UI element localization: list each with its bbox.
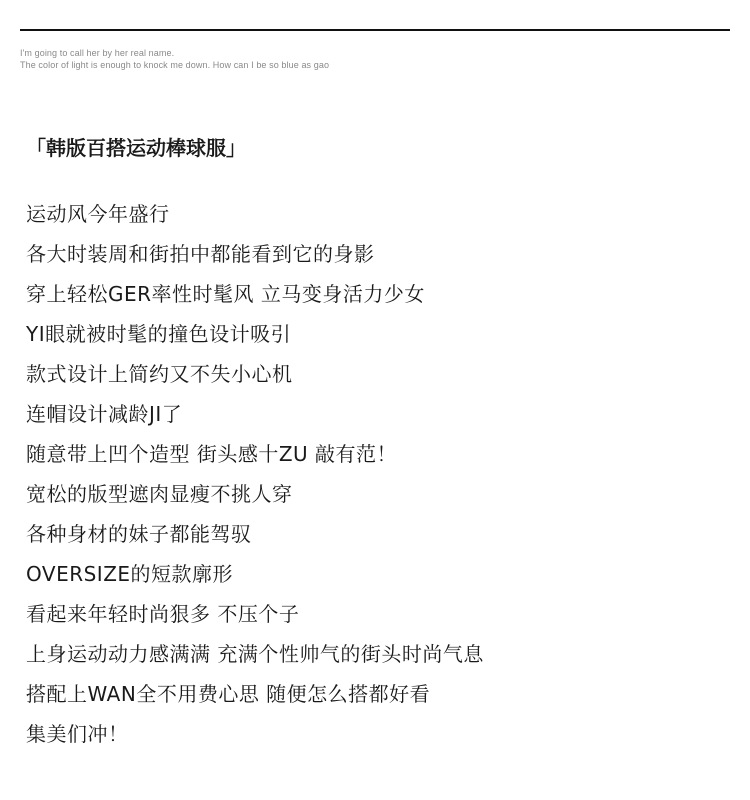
description-line: OVERSIZE的短款廓形 [26, 562, 234, 586]
description-line: 运动风今年盛行 [26, 202, 170, 226]
top-divider [20, 29, 730, 31]
tagline-line-2: The color of light is enough to knock me down. How can I be so blue as gao [20, 60, 330, 70]
description-line: 款式设计上简约又不失小心机 [26, 362, 293, 386]
description-line: 各大时装周和街拍中都能看到它的身影 [26, 242, 375, 266]
description-line: 宽松的版型遮肉显瘦不挑人穿 [26, 482, 293, 506]
tagline [20, 47, 329, 71]
description-line: 集美们冲！ [26, 722, 129, 746]
description-line: 各种身材的妹子都能驾驭 [26, 522, 252, 546]
description-line: 搭配上WAN全不用费心思 随便怎么搭都好看 [26, 682, 431, 706]
description-line: 穿上轻松GER率性时髦风 立马变身活力少女 [26, 282, 425, 306]
description-line: 上身运动动力感满满 充满个性帅气的街头时尚气息 [26, 642, 484, 666]
description-line: 连帽设计减龄JI了 [26, 402, 183, 426]
tagline-line-1: I'm going to call her by her real name. [20, 48, 175, 58]
description-line: 随意带上凹个造型 街头感十ZU 敲有范！ [26, 442, 398, 466]
description-line: 看起来年轻时尚狠多 不压个子 [26, 602, 300, 626]
description-line: YI眼就被时髦的撞色设计吸引 [26, 322, 292, 346]
description-list [26, 198, 484, 758]
section-heading: 「韩版百搭运动棒球服」 [26, 136, 246, 160]
